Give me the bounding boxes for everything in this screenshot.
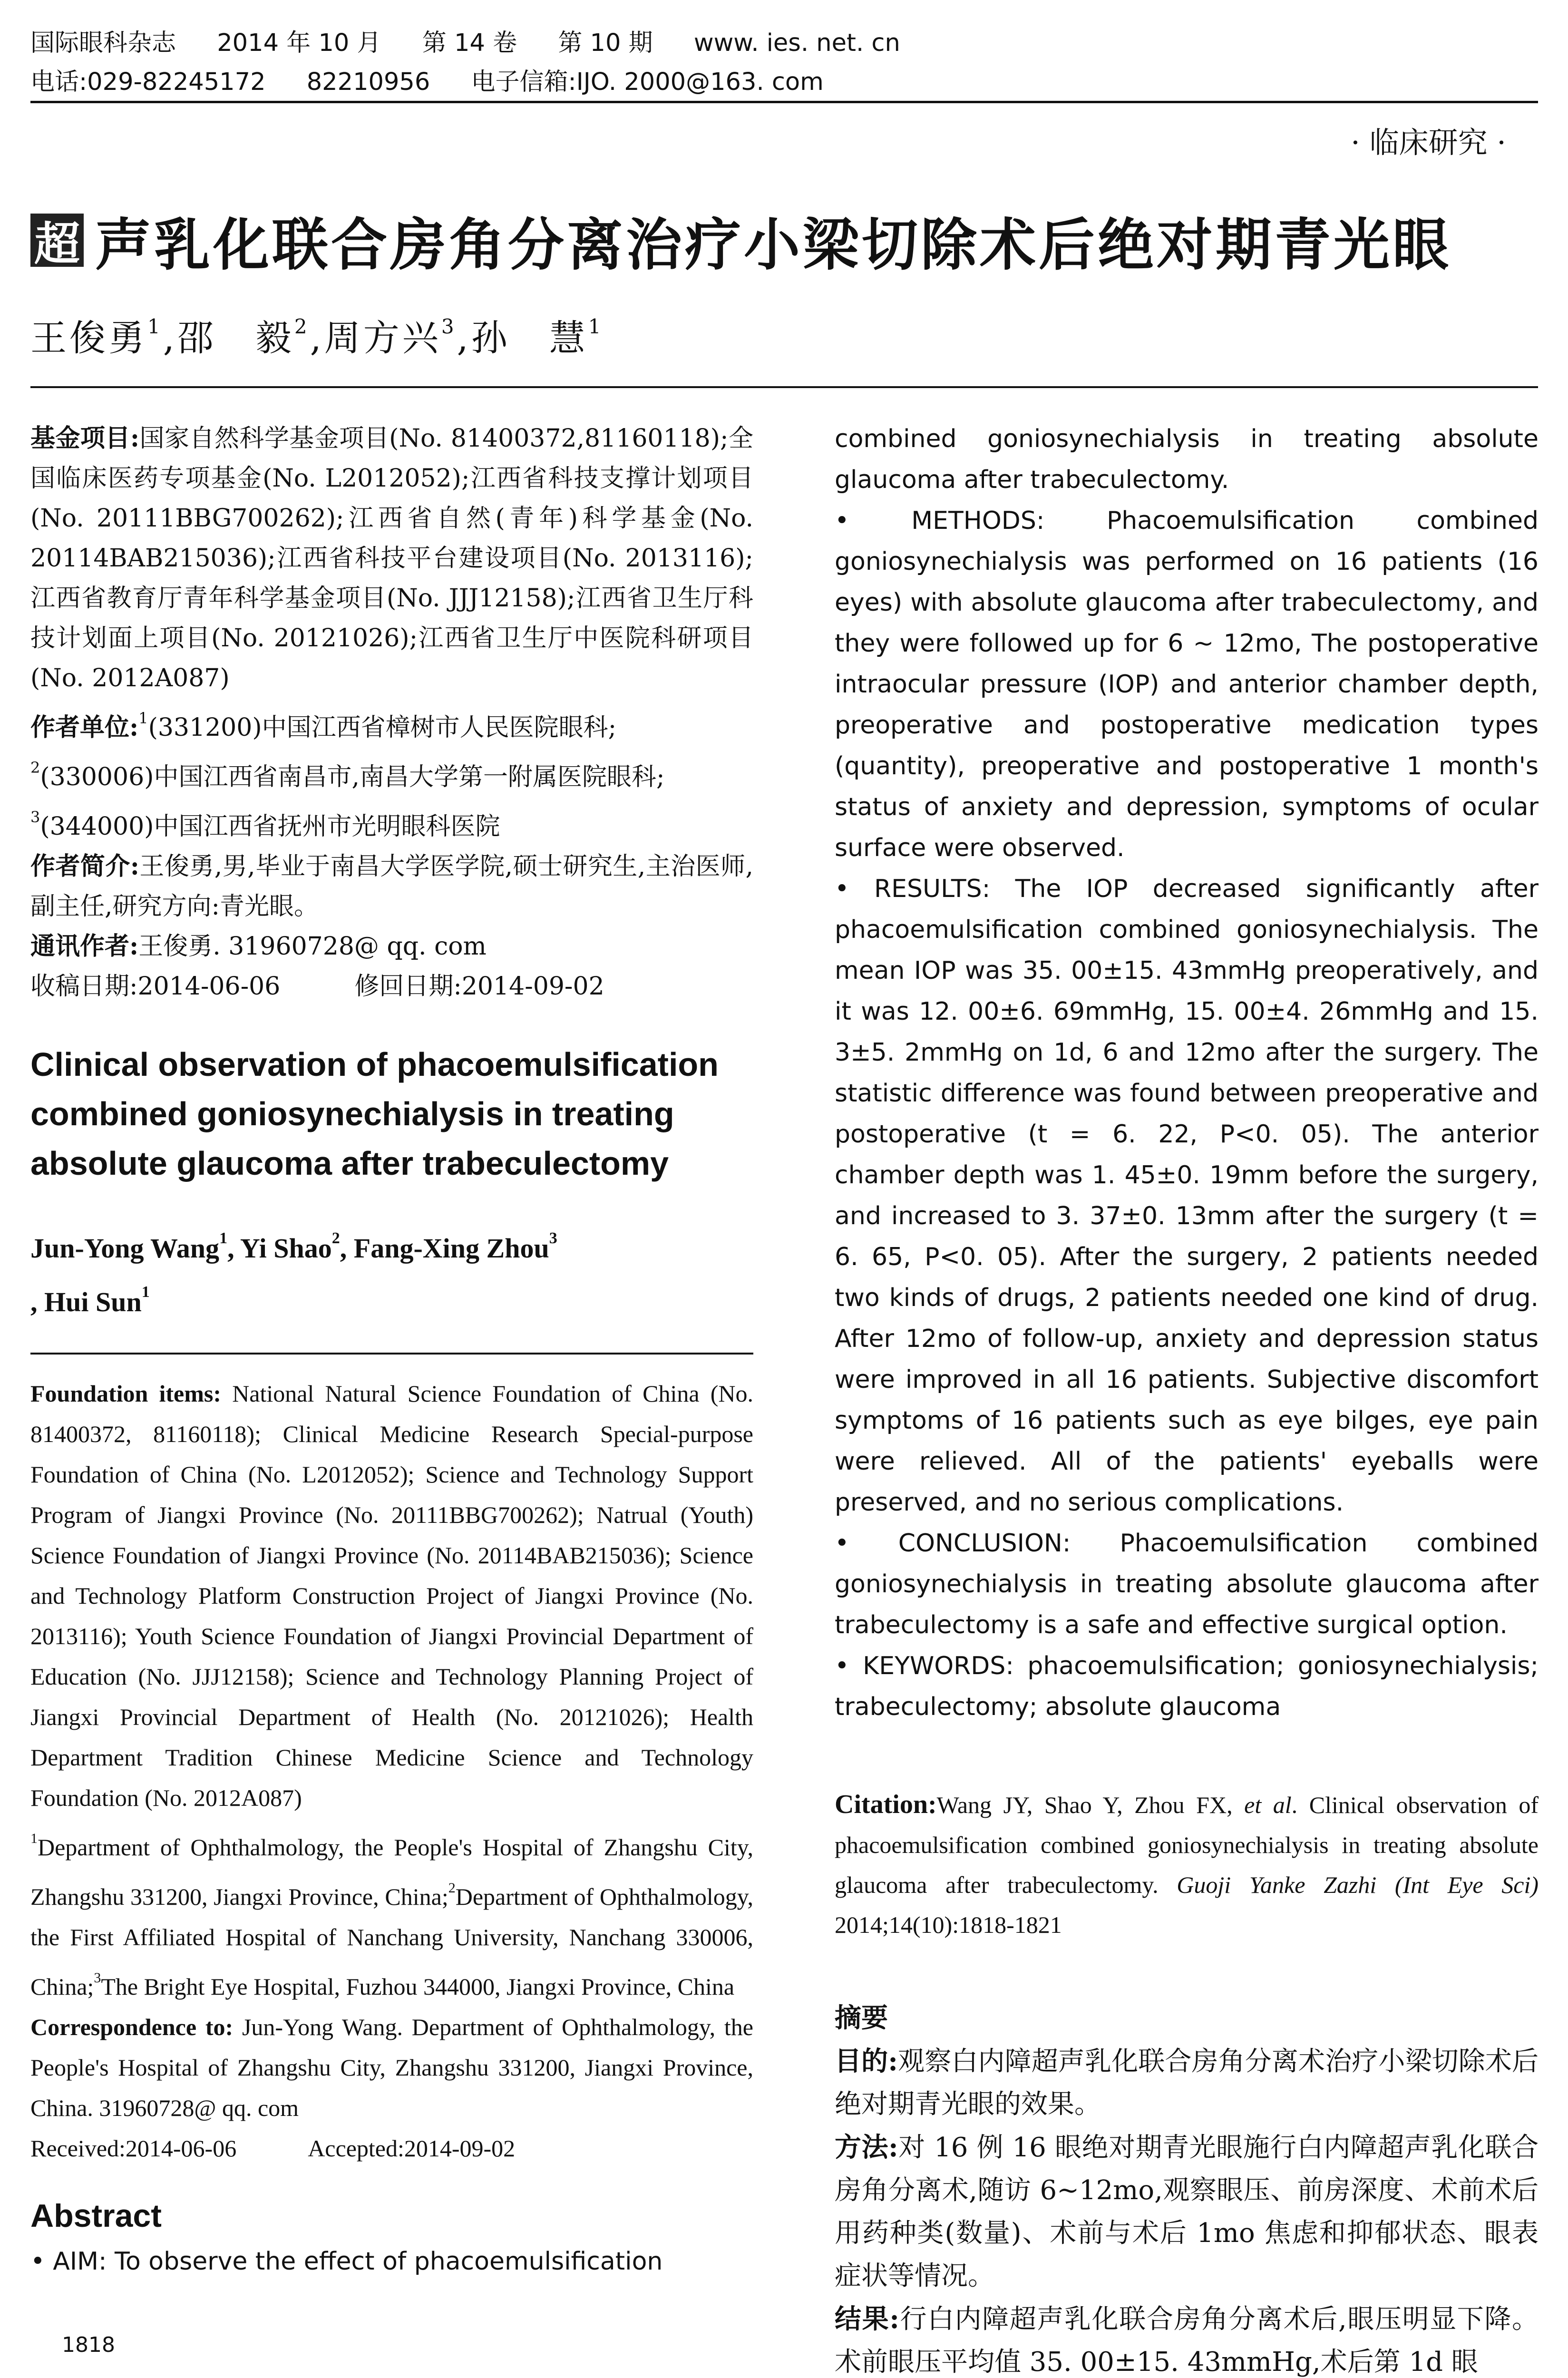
conclusion-label: • CONCLUSION: — [835, 1529, 1071, 1558]
english-authors-rule — [30, 1353, 753, 1355]
left-column — [30, 419, 753, 2282]
unit-1-sup: 1 — [138, 709, 148, 727]
bio-cn — [30, 847, 753, 926]
citation-text-1: Wang JY, Shao Y, Zhou FX, — [936, 1792, 1233, 1818]
unit-cn — [30, 698, 753, 847]
affiliations-en — [30, 1818, 753, 2007]
mudi-label: 目的: — [835, 2046, 898, 2077]
zhaiyao-mudi — [835, 2040, 1539, 2126]
title-block — [30, 200, 1538, 281]
correspondence-en-label: Correspondence to: — [30, 2014, 234, 2040]
abstract-aim-cont: combined goniosynechialysis in treating absolute glaucoma after trabeculectomy. — [835, 425, 1539, 494]
unit-1: (331200)中国江西省樟树市人民医院眼科; — [148, 713, 617, 742]
phone-2: 82210956 — [306, 68, 430, 96]
jieguo-label: 结果: — [835, 2303, 899, 2335]
header-rule — [30, 101, 1538, 103]
fangfa-label: 方法: — [835, 2132, 898, 2163]
abstract-methods — [835, 500, 1539, 868]
zhaiyao-jieguo — [835, 2298, 1539, 2378]
fund-cn — [30, 419, 753, 698]
author-4-sup: 1 — [588, 315, 604, 338]
en-aff-2: Department of Ophthalmology, the First Affiliated Hospital of Nanchang University, Nanchang 330006, China; — [30, 1883, 754, 2000]
mudi-text: 观察白内障超声乳化联合房角分离术治疗小梁切除术后绝对期青光眼的效果。 — [835, 2046, 1539, 2120]
en-author-3: , Fang-Xing Zhou — [340, 1233, 549, 1264]
authors-cn — [30, 309, 604, 361]
corr-cn-label: 通讯作者: — [30, 932, 139, 961]
citation-etal: et al — [1244, 1792, 1292, 1818]
correspondence-en-text: Jun-Yong Wang. Department of Ophthalmology, the People's Hospital of Zhangshu City, Zhangshu 331200, Jiangxi Province, China. 31960728@ qq. com — [30, 2014, 753, 2121]
abstract-conclusion — [835, 1523, 1539, 1646]
zhaiyao-heading: 摘要 — [835, 2003, 888, 2034]
citation-text-2: . Clinical observation of phacoemulsification combined goniosynechialysis in treating absolute glaucoma after trabeculectomy. — [835, 1792, 1539, 1898]
results-text: The IOP decreased significantly after phacoemulsification combined goniosynechialysis. The mean IOP was 35. 00±15. 43mmHg preoperatively, and it was 12. 00±6. 69mmHg, 15. 00±4. 26mmHg and 15. 3±5. 2mmHg on 1d, 6 and 12mo after the surgery. The statistic difference was found between preoperative and postoperative (t = 6. 22, P<0. 05). The anterior chamber depth was 1. 45±0. 19mm before the surgery, and increased to 3. 37±0. 13mm after the surgery (t = 6. 65, P<0. 05). After the surgery, 2 patients needed two kinds of drugs, 2 patients needed one kind of drug. After 12mo of follow-up, anxiety and depression status were improved in all 16 patients. Subjective discomfort symptoms of 16 patients such as eye bilges, eye pain were relieved. All of the patients' eyeballs were preserved, and no serious complications. — [835, 875, 1539, 1517]
keywords-label: • KEYWORDS: — [835, 1652, 1014, 1680]
fund-cn-text: 国家自然科学基金项目(No. 81400372,81160118);全国临床医药专项基金(No. L2012052);江西省科技支撑计划项目(No. 20111BBG700262);江西省自然(青年)科学基金(No. 20114BAB215036);江西省科技平台建设项目(No. 2013116);江西省教育厅青年科学基金项目(No. JJJ12158);江西省卫生厅科技计划面上项目(No. 20121026);江西省卫生厅中医院科研项目(No. 2012A087) — [30, 424, 754, 692]
en-author-3-sup: 3 — [549, 1229, 557, 1247]
abstract-keywords — [835, 1646, 1539, 1727]
en-author-2-sup: 2 — [331, 1229, 340, 1247]
foundation-en-label: Foundation items: — [30, 1380, 221, 1407]
en-author-1: Jun-Yong Wang — [30, 1233, 220, 1264]
bio-cn-label: 作者简介: — [30, 852, 139, 881]
foundation-en-text: National Natural Science Foundation of China (No. 81400372, 81160118); Clinical Medicine Research Special-purpose Foundation of China (No. L2012052); Science and Technology Support Program of Jiangxi Province (No. 20111BBG700262); Natrual (Youth) Science Foundation of Jiangxi Province (No. 20114BAB215036); Science and Technology Platform Construction Project of Jiangxi Province (No. 2013116); Youth Science Foundation of Jiangxi Provincial Department of Education (No. JJJ12158); Science and Technology Planning Project of Jiangxi Provincial Department of Health (No. 20121026); Health Department Tradition Chinese Medicine Science and Technology Foundation (No. 2012A087) — [30, 1380, 753, 1811]
methods-label: • METHODS: — [835, 507, 1045, 535]
fund-cn-label: 基金项目: — [30, 424, 140, 453]
abstract-heading: Abstract — [30, 2198, 162, 2234]
en-aff-3: The Bright Eye Hospital, Fuzhou 344000, Jiangxi Province, China — [101, 1973, 735, 2000]
aim-label: • AIM: — [30, 2247, 107, 2276]
received-en: Received:2014-06-06 Accepted:2014-09-02 — [30, 2135, 516, 2162]
author-2-sup: 2 — [294, 315, 310, 338]
volume: 第 14 卷 — [422, 29, 517, 57]
unit-2: (330006)中国江西省南昌市,南昌大学第一附属医院眼科; — [40, 763, 665, 791]
unit-3-sup: 3 — [30, 808, 40, 826]
title-first-char: 超 — [30, 214, 84, 267]
en-aff-1-sup: 1 — [30, 1831, 38, 1846]
right-column — [835, 419, 1539, 2378]
unit-2-sup: 2 — [30, 759, 40, 777]
conclusion-text: Phacoemulsification combined goniosynechialysis in treating absolute glaucoma after trabeculectomy is a safe and effective surgical option. — [835, 1529, 1539, 1639]
journal-name: 国际眼科杂志 — [30, 29, 176, 57]
issue-date: 2014 年 10 月 — [217, 29, 381, 57]
en-aff-2-sup: 2 — [448, 1880, 456, 1896]
email-link[interactable]: 电子信箱:IJO. 2000@163. com — [471, 68, 824, 96]
jieguo-text: 行白内障超声乳化联合房角分离术后,眼压明显下降。术前眼压平均值 35. 00±15. 43mmHg,术后第 1d 眼 — [835, 2304, 1539, 2378]
en-author-4-sup: 1 — [141, 1283, 150, 1301]
english-title: Clinical observation of phacoemulsification combined goniosynechialysis in treating absolute glaucoma after trabeculectomy — [30, 1046, 719, 1182]
results-label: • RESULTS: — [835, 875, 991, 903]
fangfa-text: 对 16 例 16 眼绝对期青光眼施行白内障超声乳化联合房角分离术,随访 6~12mo,观察眼压、前房深度、术前术后用药种类(数量)、术前与术后 1mo 焦虑和抑郁状态、眼表症状等情况。 — [835, 2132, 1539, 2291]
en-author-1-sup: 1 — [219, 1229, 228, 1247]
en-aff-3-sup: 3 — [94, 1970, 101, 1986]
corr-cn-text: 王俊勇. 31960728@ qq. com — [138, 932, 487, 961]
methods-text: Phacoemulsification combined goniosynechialysis was performed on 16 patients (16 eyes) with absolute glaucoma after trabeculectomy, and they were followed up for 6 ~ 12mo, The postoperative intraocular pressure (IOP) and anterior chamber depth, preoperative and postoperative medication types (quantity), preoperative and postoperative 1 month's status of anxiety and depression, symptoms of ocular surface were observed. — [835, 507, 1539, 862]
abstract-aim — [30, 2241, 753, 2282]
author-3-sup: 3 — [441, 315, 457, 338]
en-author-4: , Hui Sun — [30, 1286, 142, 1317]
bio-cn-text: 王俊勇,男,毕业于南昌大学医学院,硕士研究生,主治医师,副主任,研究方向:青光眼。 — [30, 852, 753, 921]
author-1-sup: 1 — [147, 315, 163, 338]
title-rule — [30, 386, 1538, 388]
author-3: ,周方兴 — [310, 317, 441, 359]
citation — [835, 1784, 1539, 1945]
author-2: ,邵 毅 — [163, 317, 294, 359]
keywords-text: phacoemulsification; goniosynechialysis; trabeculectomy; absolute glaucoma — [835, 1652, 1539, 1721]
issue: 第 10 期 — [558, 29, 653, 57]
received-cn: 收稿日期:2014-06-06 修回日期:2014-09-02 — [30, 972, 604, 1001]
unit-cn-label: 作者单位: — [30, 713, 139, 742]
journal-header-line2 — [30, 62, 1538, 97]
english-authors — [30, 1217, 753, 1324]
citation-label: Citation: — [835, 1790, 937, 1819]
citation-journal: Guoji Yanke Zazhi (Int Eye Sci) — [1177, 1871, 1539, 1898]
page-title: 声乳化联合房角分离治疗小梁切除术后绝对期青光眼 — [95, 212, 1452, 278]
unit-3: (344000)中国江西省抚州市光明眼科医院 — [40, 812, 500, 841]
citation-text-3: 2014;14(10):1818-1821 — [835, 1911, 1062, 1938]
zhaiyao-fangfa — [835, 2126, 1539, 2298]
en-aff-1: Department of Ophthalmology, the People's Hospital of Zhangshu City, Zhangshu 331200, Jiangxi Province, China; — [30, 1834, 753, 1910]
website-link[interactable]: www. ies. net. cn — [693, 29, 900, 57]
page-number: 1818 — [62, 2333, 115, 2357]
abstract-results — [835, 868, 1539, 1523]
section-tag: · 临床研究 · — [1351, 125, 1506, 160]
corr-cn — [30, 926, 753, 966]
foundation-en — [30, 1374, 753, 1818]
en-author-2: , Yi Shao — [227, 1233, 332, 1264]
aim-text: To observe the effect of phacoemulsification — [115, 2247, 663, 2276]
author-4: ,孙 慧 — [457, 317, 588, 359]
phone: 电话:029-82245172 — [30, 68, 266, 96]
author-1: 王俊勇 — [30, 317, 147, 359]
correspondence-en — [30, 2007, 753, 2128]
journal-header-line1 — [30, 23, 1538, 58]
